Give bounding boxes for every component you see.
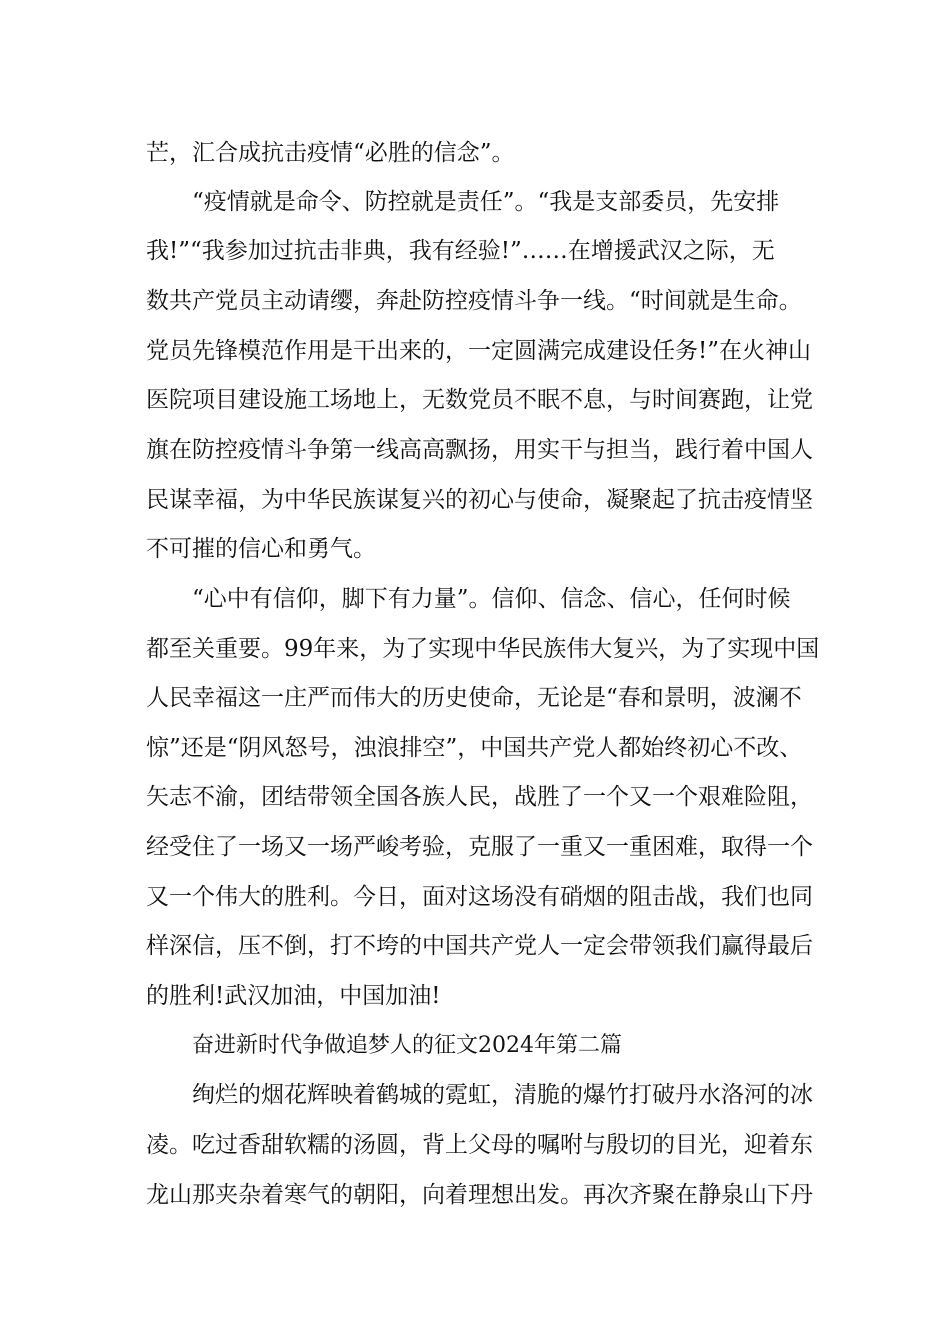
text-line-10: “心中有信仰，脚下有力量”。信仰、信念、信心，任何时候: [192, 586, 791, 612]
text-line-22: 龙山那夹杂着寒气的朝阳，向着理想出发。再次齐聚在静泉山下丹: [146, 1182, 813, 1208]
text-line-4: 数共产党员主动请缨，奔赴防控疫情斗争一线。“时间就是生命。: [146, 288, 802, 314]
text-line-16: 又一个伟大的胜利。今日，面对这场没有硝烟的阻击战，我们也同: [146, 884, 813, 910]
text-line-18: 的胜利!武汉加油，中国加油!: [146, 983, 441, 1009]
text-line-17: 样深信，压不倒，打不垮的中国共产党人一定会带领我们赢得最后: [146, 933, 813, 959]
text-line-11: 都至关重要。99年来，为了实现中华民族伟大复兴，为了实现中国: [146, 636, 820, 662]
text-line-9: 不可摧的信心和勇气。: [146, 536, 376, 562]
text-line-20: 绚烂的烟花辉映着鹤城的霓虹，清脆的爆竹打破丹水洛河的冰: [192, 1082, 813, 1108]
text-line-1: 芒，汇合成抗击疫情“必胜的信念”。: [146, 140, 515, 166]
text-line-12: 人民幸福这一庄严而伟大的历史使命，无论是“春和景明，波澜不: [146, 685, 802, 711]
text-line-15: 经受住了一场又一场严峻考验，克服了一重又一重困难，取得一个: [146, 834, 813, 860]
text-line-14: 矢志不渝，团结带领全国各族人民，战胜了一个又一个艰难险阻，: [146, 784, 813, 810]
text-line-8: 民谋幸福，为中华民族谋复兴的初心与使命，凝聚起了抗击疫情坚: [146, 487, 813, 513]
text-line-13: 惊”还是“阴风怒号，浊浪排空”，中国共产党人都始终初心不改、: [146, 735, 803, 761]
text-line-3: 我!”“我参加过抗击非典，我有经验!”……在增援武汉之际，无: [146, 238, 775, 264]
text-line-21: 凌。吃过香甜软糯的汤圆，背上父母的嘱咐与殷切的目光，迎着东: [146, 1132, 813, 1158]
text-line-2: “疫情就是命令、防控就是责任”。“我是支部委员，先安排: [192, 189, 780, 215]
text-line-7: 旗在防控疫情斗争第一线高高飘扬，用实干与担当，践行着中国人: [146, 437, 813, 463]
text-line-5: 党员先锋模范作用是干出来的，一定圆满完成建设任务!”在火神山: [146, 338, 812, 364]
section-title: 奋进新时代争做追梦人的征文2024年第二篇: [192, 1033, 622, 1058]
text-line-6: 医院项目建设施工场地上，无数党员不眠不息，与时间赛跑，让党: [146, 387, 813, 413]
